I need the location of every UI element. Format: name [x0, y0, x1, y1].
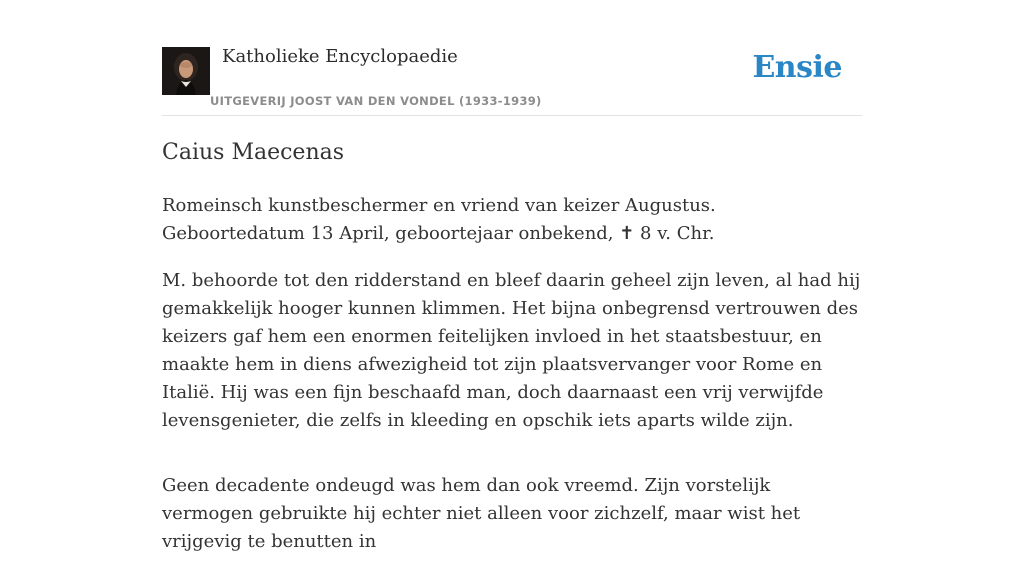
article-body	[162, 192, 862, 575]
publisher-label: UITGEVERIJ JOOST VAN DEN VONDEL (1933-1939)	[210, 94, 542, 108]
page	[162, 0, 862, 552]
article-paragraph: Romeinsch kunstbeschermer en vriend van keizer Augustus. Geboortedatum 13 April, geboortejaar onbekend, ✝ 8 v. Chr.	[162, 195, 716, 244]
brand-logo-link[interactable]: Ensie	[752, 50, 842, 85]
site-header	[162, 0, 862, 116]
article-paragraph: M. behoorde tot den ridderstand en bleef daarin geheel zijn leven, al had hij gemakkelijk hooger kunnen klimmen. Het bijna onbegrensd vertrouwen des keizers gaf hem een enormen feitelijken invloed in het staatsbestuur, en maakte hem in diens afwezigheid tot zijn plaatsvervanger voor Rome en Italië. Hij was een fijn beschaafd man, doch daarnaast een vrij verwijfde levensgenieter, die zelfs in kleeding en opschik iets aparts wilde zijn.	[162, 270, 861, 431]
portrait-avatar-icon[interactable]	[162, 47, 210, 95]
article-title: Caius Maecenas	[162, 140, 345, 165]
site-title[interactable]: Katholieke Encyclopaedie	[222, 46, 458, 67]
article-paragraph: Geen decadente ondeugd was hem dan ook vreemd. Zijn vorstelijk vermogen gebruikte hij echter niet alleen voor zichzelf, maar wist het vrijgevig te benutten in	[162, 475, 801, 552]
